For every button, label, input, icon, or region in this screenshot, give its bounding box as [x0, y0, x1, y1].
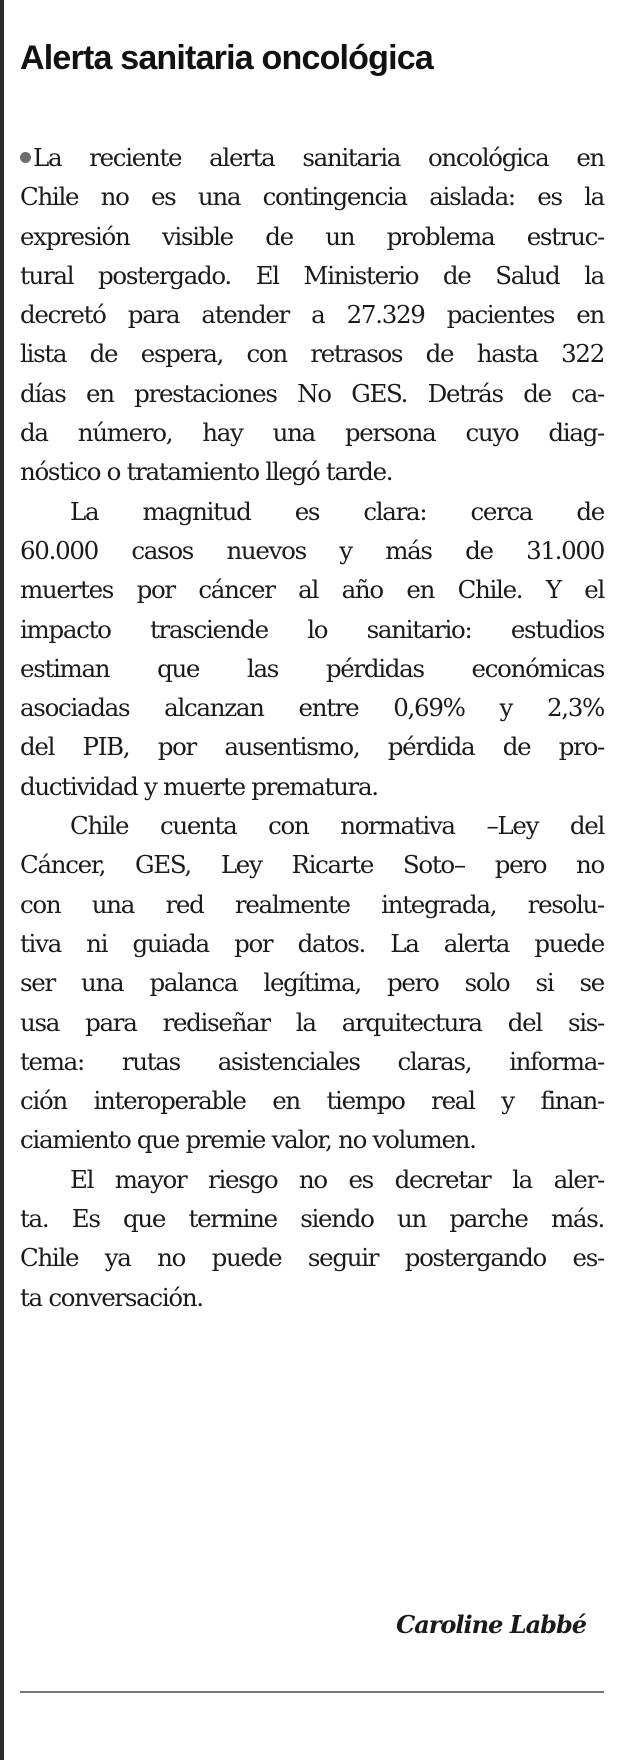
- paragraph-line: del PIB, por ausentismo, pérdida de pro-: [20, 732, 604, 762]
- paragraph-line: con una red realmente integrada, resolu-: [20, 889, 604, 919]
- paragraph-line: muertes por cáncer al año en Chile. Y el: [20, 575, 604, 605]
- paragraph-line: Chile ya no puede seguir postergando es-: [20, 1243, 604, 1273]
- paragraph-3: [20, 806, 604, 1160]
- paragraph-line: La magnitud es clara: cerca de: [70, 496, 604, 526]
- paragraph-line: ta. Es que termine siendo un parche más.: [20, 1204, 604, 1234]
- paragraph-4: [20, 1160, 604, 1317]
- paragraph-line: El mayor riesgo no es decretar la aler-: [70, 1164, 604, 1194]
- paragraph-line: 60.000 casos nuevos y más de 31.000: [20, 535, 604, 565]
- paragraph-line: días en prestaciones No GES. Detrás de ca-: [20, 378, 604, 408]
- paragraph-line: estiman que las pérdidas económicas: [20, 653, 604, 683]
- paragraph-line: ser una palanca legítima, pero solo si se: [20, 968, 604, 998]
- paragraph-line: da número, hay una persona cuyo diag-: [20, 418, 604, 448]
- paragraph-line: tiva ni guiada por datos. La alerta puede: [20, 928, 604, 958]
- paragraph-1: [20, 138, 604, 492]
- paragraph-line: asociadas alcanzan entre 0,69% y 2,3%: [20, 693, 604, 723]
- article: [20, 0, 604, 1317]
- paragraph-line: lista de espera, con retrasos de hasta 322: [20, 339, 604, 369]
- paragraph-line: usa para rediseñar la arquitectura del sis-: [20, 1007, 604, 1037]
- paragraph-line: expresión visible de un problema estruc-: [20, 221, 604, 251]
- article-title: Alerta sanitaria oncológica: [20, 39, 433, 77]
- paragraph-line: ductividad y muerte prematura.: [20, 771, 378, 801]
- paragraph-line: nóstico o tratamiento llegó tarde.: [20, 457, 393, 487]
- paragraph-2: [20, 492, 604, 806]
- paragraph-line: tema: rutas asistenciales claras, informa-: [20, 1046, 604, 1076]
- paragraph-line: Chile cuenta con normativa –Ley del: [70, 811, 604, 841]
- left-border-rule: [0, 0, 4, 1760]
- paragraph-line: Chile no es una contingencia aislada: es la: [20, 182, 604, 212]
- paragraph-line: ta conversación.: [20, 1282, 203, 1312]
- paragraph-line: ciamiento que premie valor, no volumen.: [20, 1125, 476, 1155]
- paragraph-line: La reciente alerta sanitaria oncológica en: [20, 138, 604, 177]
- paragraph-line: impacto trasciende lo sanitario: estudios: [20, 614, 604, 644]
- article-body: [20, 138, 604, 1317]
- bottom-divider: [20, 1691, 604, 1693]
- paragraph-line: Cáncer, GES, Ley Ricarte Soto– pero no: [20, 850, 604, 880]
- bullet-icon: [20, 152, 31, 163]
- author-signature: Caroline Labbé: [396, 1610, 586, 1639]
- paragraph-line: ción interoperable en tiempo real y finan-: [20, 1086, 604, 1116]
- paragraph-line: decretó para atender a 27.329 pacientes en: [20, 300, 604, 330]
- paragraph-line: tural postergado. El Ministerio de Salud la: [20, 260, 604, 290]
